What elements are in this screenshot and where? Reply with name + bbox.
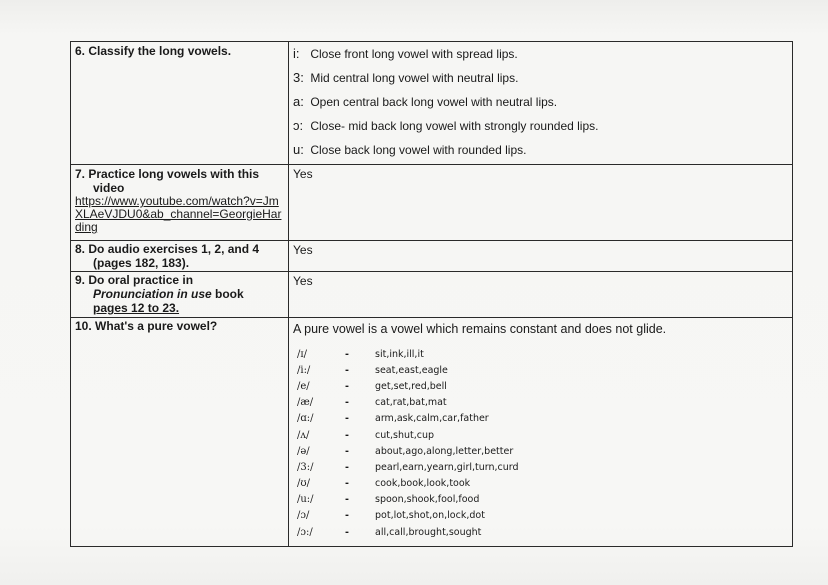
example-row (293, 492, 519, 508)
vowel-description: Close front long vowel with spread lips. (307, 47, 518, 61)
question-cell-q8 (71, 241, 289, 272)
vowel-symbol: i: (293, 46, 300, 61)
vowel-description: Close- mid back long vowel with strongly rounded lips. (307, 119, 599, 133)
dash-separator: - (345, 494, 349, 506)
example-words: seat,east,eagle (375, 364, 448, 376)
example-row (293, 459, 519, 475)
example-words: cut,shut,cup (375, 429, 434, 441)
question-text: What's a pure vowel? (95, 319, 218, 333)
table-row-q6 (71, 42, 793, 165)
question-text-cont (75, 287, 284, 301)
book-title: Pronunciation in use (93, 287, 212, 301)
pure-vowel-definition: A pure vowel is a vowel which remains constant and does not glide. (293, 322, 667, 336)
pure-vowel-examples (293, 346, 519, 540)
question-number: 10. (75, 319, 92, 333)
dash-separator: - (345, 478, 349, 490)
question-cell-q10 (71, 318, 289, 547)
phoneme-symbol: /i:/ (297, 364, 311, 376)
question-text-cont: (pages 182, 183). (93, 256, 190, 270)
table-row-q8 (71, 241, 793, 272)
answer-cell-q6 (289, 42, 793, 165)
book-suffix: book (211, 287, 244, 301)
vowel-symbol: 3: (293, 70, 304, 85)
dash-separator: - (345, 348, 349, 360)
question-cell-q9 (71, 272, 289, 318)
vowel-symbol: a: (293, 94, 304, 109)
phoneme-symbol: /æ/ (297, 397, 314, 409)
phoneme-symbol: /ə/ (297, 445, 310, 457)
vowel-symbol: ɔ: (293, 118, 304, 133)
question-cell-q7 (71, 165, 289, 241)
vowel-description: Open central back long vowel with neutral lips. (307, 95, 558, 109)
long-vowel-item (293, 42, 788, 66)
dash-separator: - (345, 461, 349, 473)
question-text: Classify the long vowels. (88, 44, 232, 58)
answer-cell-q10 (289, 318, 793, 547)
example-words: spoon,shook,fool,food (375, 494, 480, 506)
phoneme-symbol: /ʊ/ (297, 478, 310, 490)
phoneme-symbol: /u:/ (297, 494, 314, 506)
question-number: 8. (75, 242, 86, 256)
dash-separator: - (345, 429, 349, 441)
question-text: Practice long vowels with this (88, 167, 260, 181)
example-row (293, 395, 519, 411)
example-words: all,call,brought,sought (375, 526, 482, 538)
table-row-q10 (71, 318, 793, 547)
phoneme-symbol: /ʌ/ (297, 429, 310, 441)
question-text: Do oral practice in (88, 273, 194, 287)
example-words: cook,book,look,took (375, 478, 471, 490)
question-text-cont: pages 12 to 23. (93, 301, 180, 315)
example-row (293, 427, 519, 443)
question-text: Do audio exercises 1, 2, and 4 (88, 242, 260, 256)
long-vowel-item (293, 66, 788, 90)
answer-text: Yes (293, 274, 313, 288)
long-vowel-item (293, 138, 788, 162)
example-row (293, 508, 519, 524)
dash-separator: - (345, 380, 349, 392)
table-row-q9 (71, 272, 793, 318)
dash-separator: - (345, 526, 349, 538)
example-words: pot,lot,shot,on,lock,dot (375, 510, 485, 522)
example-row (293, 362, 519, 378)
table-row-q7 (71, 165, 793, 241)
example-row (293, 346, 519, 362)
dash-separator: - (345, 445, 349, 457)
example-words: arm,ask,calm,car,father (375, 413, 489, 425)
example-words: pearl,earn,yearn,girl,turn,curd (375, 461, 519, 473)
example-row (293, 378, 519, 394)
vowel-symbol: u: (293, 142, 304, 157)
example-row (293, 443, 519, 459)
question-text-cont: video (93, 181, 125, 195)
vowel-description: Mid central long vowel with neutral lips. (307, 71, 519, 85)
long-vowel-list (293, 42, 788, 162)
example-words: cat,rat,bat,mat (375, 397, 447, 409)
video-link[interactable]: https://www.youtube.com/watch?v=JmXLAeVJDU0&ab_channel=GeorgieHarding (75, 194, 282, 234)
dash-separator: - (345, 413, 349, 425)
long-vowel-item (293, 90, 788, 114)
question-number: 9. (75, 273, 86, 287)
phoneme-symbol: /ɪ/ (297, 348, 307, 360)
question-number: 7. (75, 167, 86, 181)
worksheet-table (70, 41, 793, 547)
answer-cell-q8 (289, 241, 793, 272)
dash-separator: - (345, 510, 349, 522)
example-row (293, 411, 519, 427)
answer-cell-q9 (289, 272, 793, 318)
dash-separator: - (345, 364, 349, 376)
example-words: sit,ink,ill,it (375, 348, 424, 360)
phoneme-symbol: /ɔ:/ (297, 526, 313, 538)
example-row (293, 524, 519, 540)
question-number: 6. (75, 44, 86, 58)
example-row (293, 476, 519, 492)
answer-cell-q7 (289, 165, 793, 241)
vowel-description: Close back long vowel with rounded lips. (307, 143, 527, 157)
phoneme-symbol: /e/ (297, 380, 310, 392)
long-vowel-item (293, 114, 788, 138)
question-cell-q6 (71, 42, 289, 165)
example-words: get,set,red,bell (375, 380, 447, 392)
phoneme-symbol: /3:/ (297, 461, 314, 473)
answer-text: Yes (293, 167, 313, 181)
answer-text: Yes (293, 243, 313, 257)
example-words: about,ago,along,letter,better (375, 445, 514, 457)
phoneme-symbol: /ɔ/ (297, 510, 310, 522)
dash-separator: - (345, 397, 349, 409)
phoneme-symbol: /ɑ:/ (297, 413, 314, 425)
